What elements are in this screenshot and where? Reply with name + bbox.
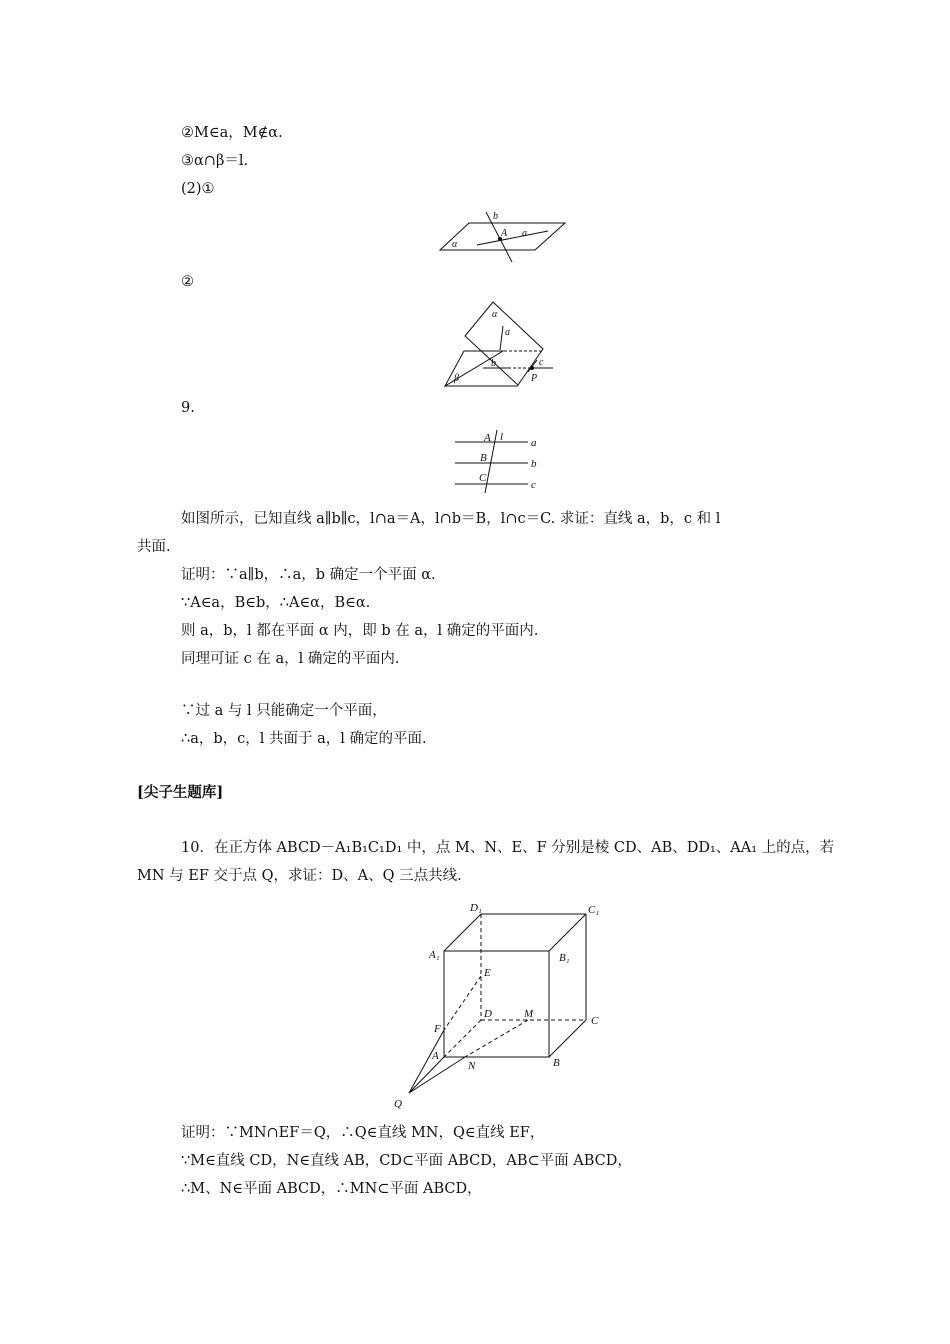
fig9-label-b: b xyxy=(531,458,537,470)
fig9-label-C: C xyxy=(479,472,487,484)
cube-label-A1: A₁ xyxy=(429,949,440,961)
cube-label-B1: B₁ xyxy=(559,952,570,964)
problem-10-proof-2: ∵M∈直线 CD，N∈直线 AB，CD⊂平面 ABCD，AB⊂平面 ABCD， xyxy=(181,1153,632,1169)
fig2-label-c: c xyxy=(539,357,544,368)
problem-10-proof-1: 证明：∵MN∩EF＝Q，∴Q∈直线 MN，Q∈直线 EF， xyxy=(181,1125,545,1141)
fig9-label-l: l xyxy=(500,431,504,443)
answer-line-3: ③α∩β＝l. xyxy=(181,153,249,169)
fig9-label-A: A xyxy=(484,432,491,444)
fig2-label-a: a xyxy=(505,327,510,338)
fig1-label-b: b xyxy=(493,211,498,222)
section-title-top-student-bank: [尖子生题库] xyxy=(137,784,224,801)
problem-10-statement-2: MN 与 EF 交于点 Q，求证：D、A、Q 三点共线. xyxy=(137,868,462,884)
fig2-label-b: b xyxy=(491,358,496,369)
fig2-label-P: P xyxy=(531,373,538,384)
fig1-label-alpha: α xyxy=(452,239,458,250)
cube-label-D: D xyxy=(484,1008,492,1020)
cube-label-D1: D₁ xyxy=(470,902,482,914)
problem-9-proof-2: ∵A∈a，B∈b，∴A∈α，B∈α. xyxy=(181,595,371,611)
cube-label-M: M xyxy=(524,1008,534,1020)
cube-label-F: F xyxy=(434,1023,441,1035)
cube-label-C1: C₁ xyxy=(588,904,600,916)
cube-label-N: N xyxy=(468,1060,476,1072)
fig9-label-a: a xyxy=(531,437,537,449)
fig1-label-a: a xyxy=(522,228,527,239)
cube-label-B: B xyxy=(553,1057,560,1069)
problem-9-proof-3: 则 a，b，l 都在平面 α 内，即 b 在 a，l 确定的平面内. xyxy=(181,623,539,639)
fig2-label-alpha: α xyxy=(492,309,498,320)
cube-label-Q: Q xyxy=(394,1098,402,1110)
answer-line-2: ②M∈a，M∉α. xyxy=(181,125,283,141)
cube-label-E: E xyxy=(484,967,491,979)
problem-9-proof-1: 证明：∵a∥b，∴a，b 确定一个平面 α. xyxy=(181,567,436,583)
problem-9-statement-1: 如图所示，已知直线 a∥b∥c，l∩a＝A，l∩b＝B，l∩c＝C. 求证：直线 a，b，c 和 l xyxy=(181,511,721,527)
cube-label-A: A xyxy=(432,1050,439,1062)
fig9-label-B: B xyxy=(480,452,487,464)
answer-sub-2-1: (2)① xyxy=(181,181,215,197)
problem-9-number: 9. xyxy=(181,400,195,416)
problem-9-proof-6: ∴a，b，c，l 共面于 a，l 确定的平面. xyxy=(181,731,427,747)
problem-10-proof-3: ∴M、N∈平面 ABCD，∴MN⊂平面 ABCD， xyxy=(181,1181,482,1197)
cube-label-C: C xyxy=(591,1015,599,1027)
fig9-label-c: c xyxy=(531,479,536,491)
problem-9-proof-4: 同理可证 c 在 a，l 确定的平面内. xyxy=(181,651,400,667)
problem-9-proof-5: ∵过 a 与 l 只能确定一个平面， xyxy=(181,703,387,719)
problem-10-statement-1: 10．在正方体 ABCD－A₁B₁C₁D₁ 中，点 M、N、E、F 分别是棱 CD、AB、DD₁、AA₁ 上的点，若 xyxy=(181,840,835,856)
answer-sub-2-2: ② xyxy=(181,274,194,290)
problem-9-statement-2: 共面. xyxy=(137,539,171,555)
fig2-label-beta: β xyxy=(454,373,459,384)
fig1-label-A: A xyxy=(501,228,508,239)
